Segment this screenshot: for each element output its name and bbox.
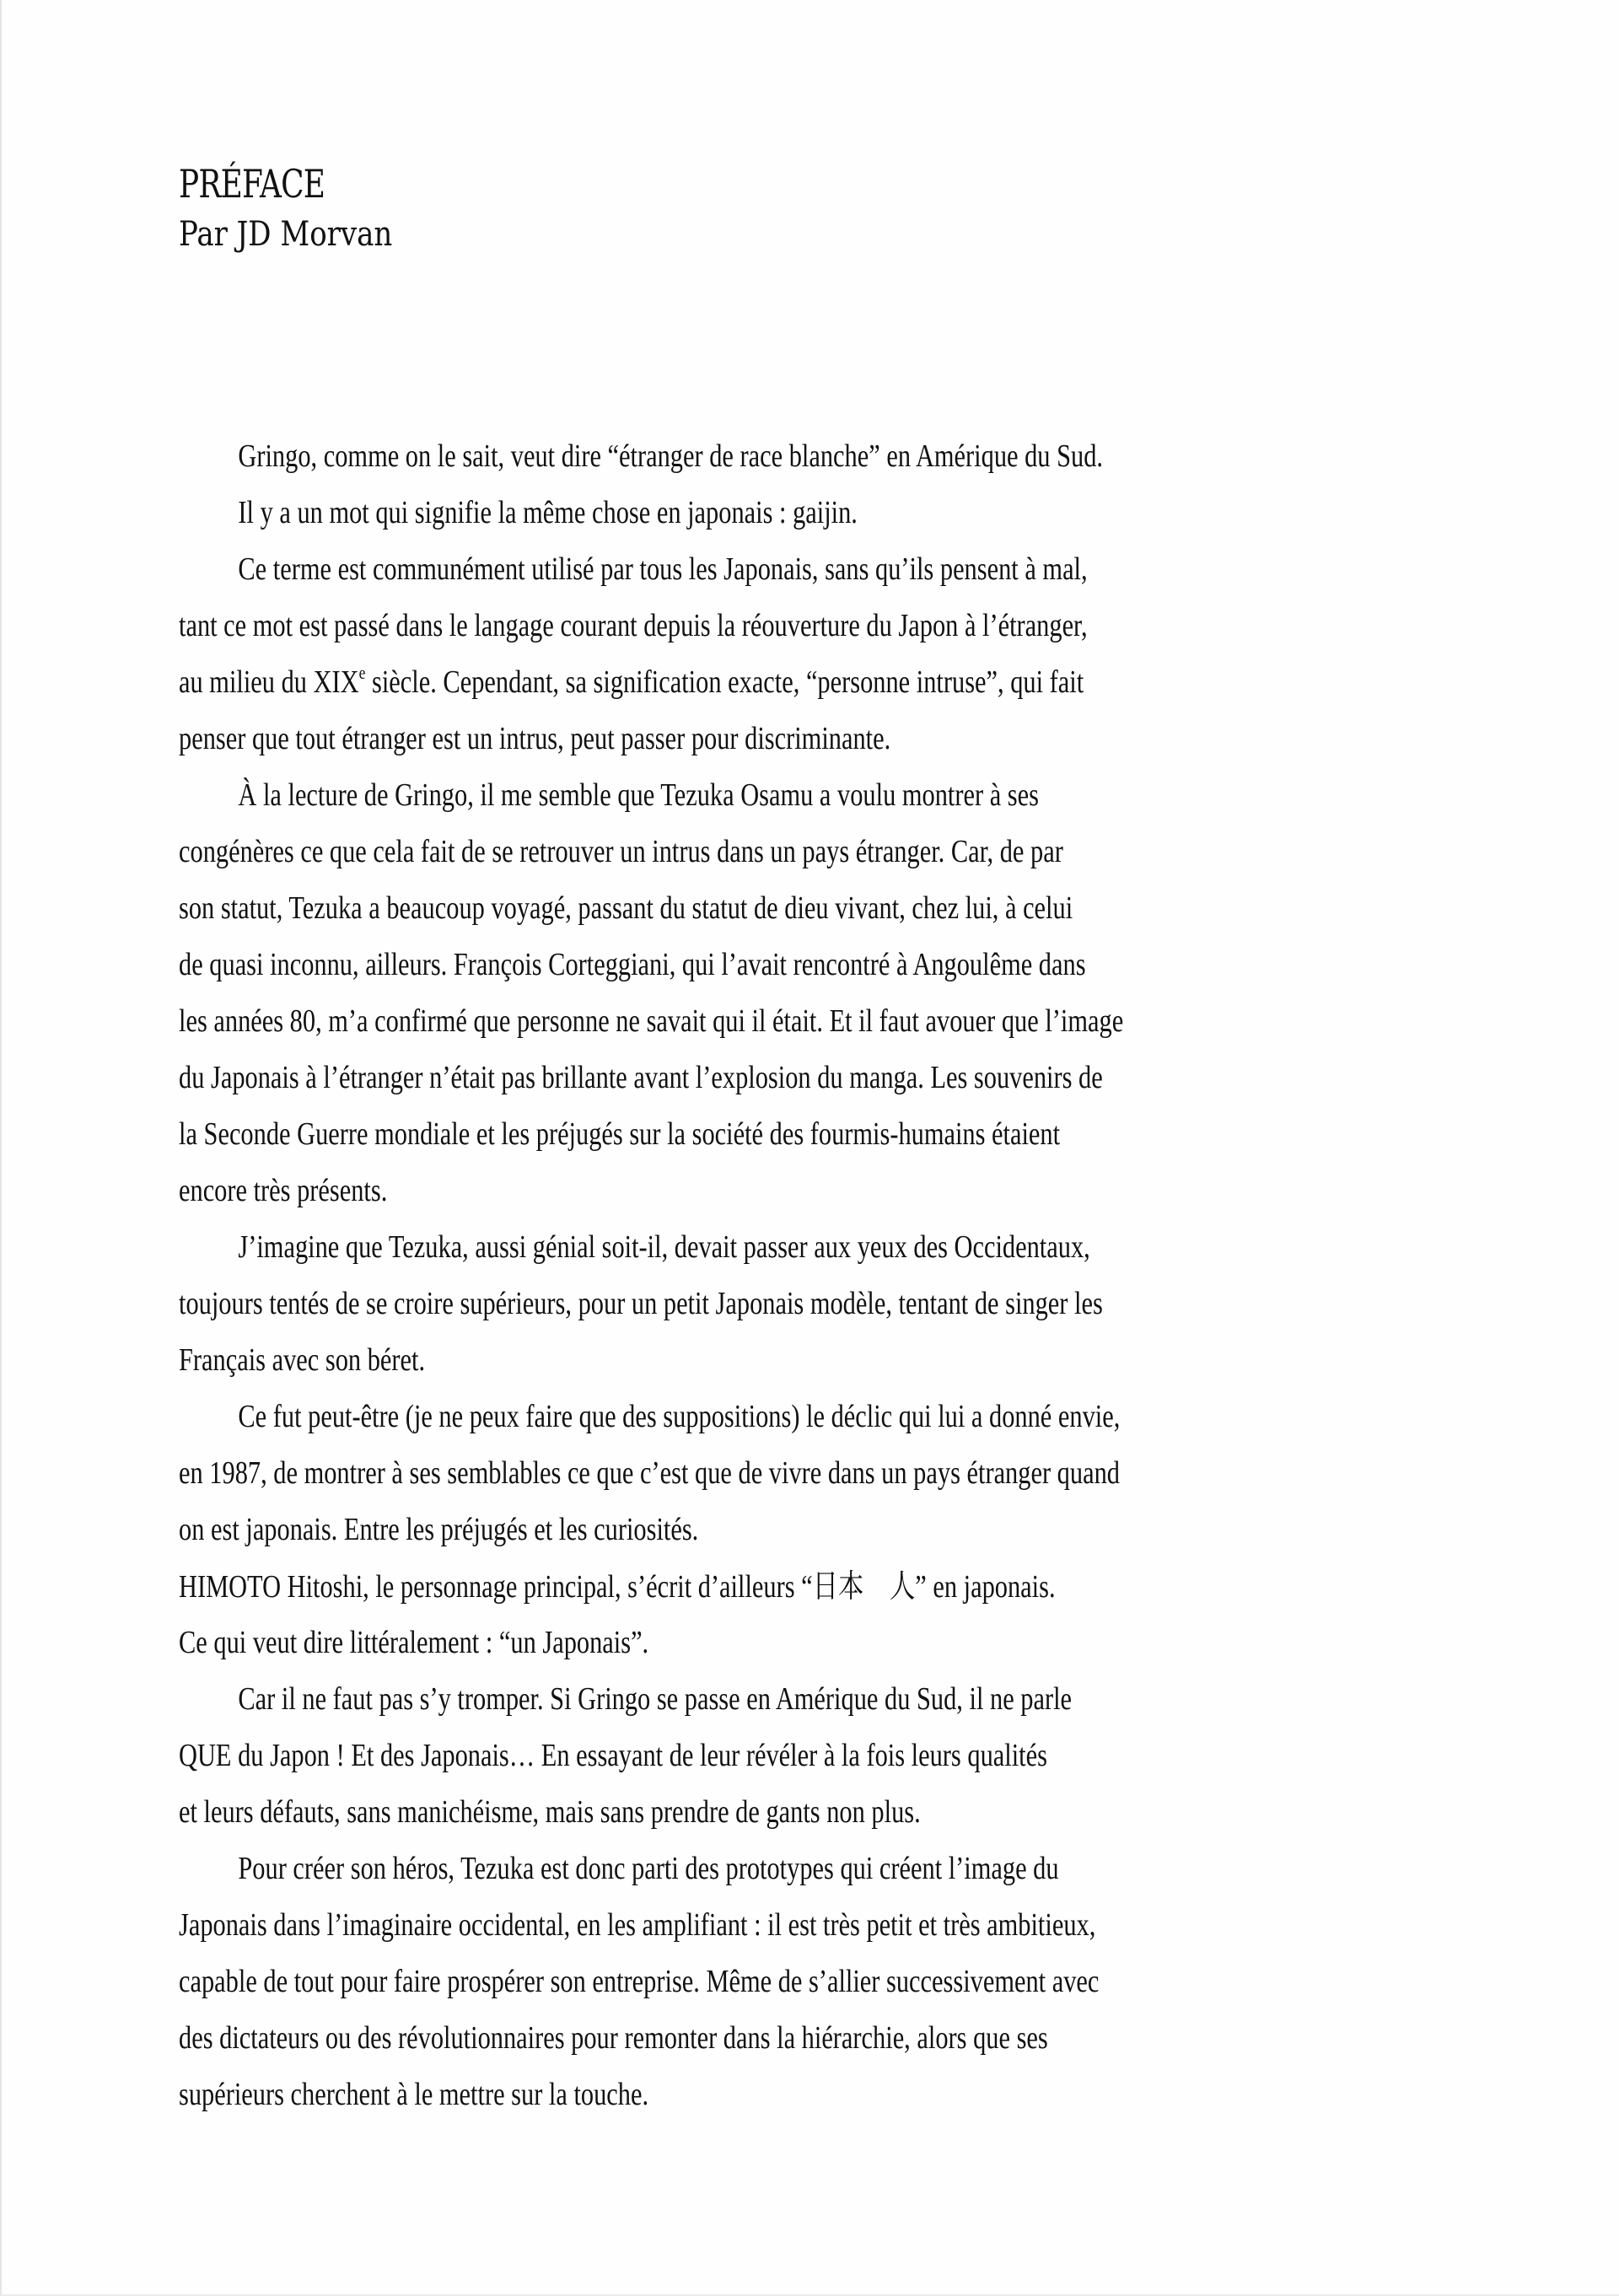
text-line: Ce terme est communément utilisé par tous les Japonais, sans qu’ils pensent à mal, bbox=[238, 551, 1088, 587]
text-span: siècle. Cependant, sa signification exacte, “personne intruse”, qui fait bbox=[365, 664, 1084, 700]
text-line: J’imagine que Tezuka, aussi génial soit-il, devait passer aux yeux des Occidentaux, bbox=[238, 1229, 1090, 1265]
text-line: penser que tout étranger est un intrus, peut passer pour discriminante. bbox=[179, 721, 891, 756]
japanese-text: 日本 人 bbox=[812, 1567, 916, 1605]
text-line: congénères ce que cela fait de se retrouver un intrus dans un pays étranger. Car, de par bbox=[179, 834, 1063, 869]
text-line: Français avec son béret. bbox=[179, 1342, 426, 1378]
text-line: Gringo, comme on le sait, veut dire “étranger de race blanche” en Amérique du Sud. bbox=[238, 438, 1104, 474]
text-line: capable de tout pour faire prospérer son entreprise. Même de s’allier successivement avec bbox=[179, 1964, 1100, 1999]
text-line: Pour créer son héros, Tezuka est donc parti des prototypes qui créent l’image du bbox=[238, 1851, 1059, 1886]
text-line: des dictateurs ou des révolutionnaires pour remonter dans la hiérarchie, alors que ses bbox=[179, 2020, 1048, 2056]
text-line: encore très présents. bbox=[179, 1173, 388, 1208]
text-span: ” en japonais. bbox=[915, 1569, 1056, 1605]
preface-body bbox=[179, 428, 1444, 2123]
author-byline: Par JD Morvan bbox=[179, 215, 393, 254]
preface-header bbox=[179, 160, 430, 260]
text-line: en 1987, de montrer à ses semblables ce que c’est que de vivre dans un pays étranger quand bbox=[179, 1455, 1120, 1491]
text-line: Japonais dans l’imaginaire occidental, en les amplifiant : il est très petit et très ambitieux, bbox=[179, 1907, 1096, 1943]
superscript: e bbox=[358, 662, 366, 683]
text-line bbox=[179, 1558, 1191, 1615]
text-line: tant ce mot est passé dans le langage courant depuis la réouverture du Japon à l’étranger, bbox=[179, 608, 1088, 643]
text-span: au milieu du XIX bbox=[179, 664, 359, 700]
text-span: HIMOTO Hitoshi, le personnage principal, s’écrit d’ailleurs “ bbox=[179, 1569, 813, 1605]
text-line: et leurs défauts, sans manichéisme, mais sans prendre de gants non plus. bbox=[179, 1794, 921, 1830]
text-line: on est japonais. Entre les préjugés et les curiosités. bbox=[179, 1512, 699, 1547]
text-line: Ce qui veut dire littéralement : “un Japonais”. bbox=[179, 1625, 649, 1660]
text-line: du Japonais à l’étranger n’était pas brillante avant l’explosion du manga. Les souvenirs de bbox=[179, 1060, 1103, 1095]
text-line: les années 80, m’a confirmé que personne ne savait qui il était. Et il faut avouer que l’image bbox=[179, 1003, 1124, 1039]
text-line: toujours tentés de se croire supérieurs, pour un petit Japonais modèle, tentant de singer les bbox=[179, 1286, 1103, 1321]
text-line: QUE du Japon ! Et des Japonais… En essayant de leur révéler à la fois leurs qualités bbox=[179, 1738, 1047, 1773]
text-line: supérieurs cherchent à le mettre sur la touche. bbox=[179, 2077, 649, 2112]
text-line: Ce fut peut-être (je ne peux faire que des suppositions) le déclic qui lui a donné envie, bbox=[238, 1399, 1121, 1434]
text-line: À la lecture de Gringo, il me semble que Tezuka Osamu a voulu montrer à ses bbox=[238, 777, 1039, 813]
text-line: son statut, Tezuka a beaucoup voyagé, passant du statut de dieu vivant, chez lui, à celui bbox=[179, 890, 1073, 926]
text-line: la Seconde Guerre mondiale et les préjugés sur la société des fourmis-humains étaient bbox=[179, 1116, 1061, 1152]
page-title: PRÉFACE bbox=[179, 161, 325, 207]
text-line: Il y a un mot qui signifie la même chose en japonais : gaijin. bbox=[238, 495, 858, 530]
text-line: de quasi inconnu, ailleurs. François Corteggiani, qui l’avait rencontré à Angoulême dans bbox=[179, 947, 1086, 982]
text-line bbox=[179, 654, 1191, 711]
text-line: Car il ne faut pas s’y tromper. Si Gringo se passe en Amérique du Sud, il ne parle bbox=[238, 1681, 1073, 1717]
